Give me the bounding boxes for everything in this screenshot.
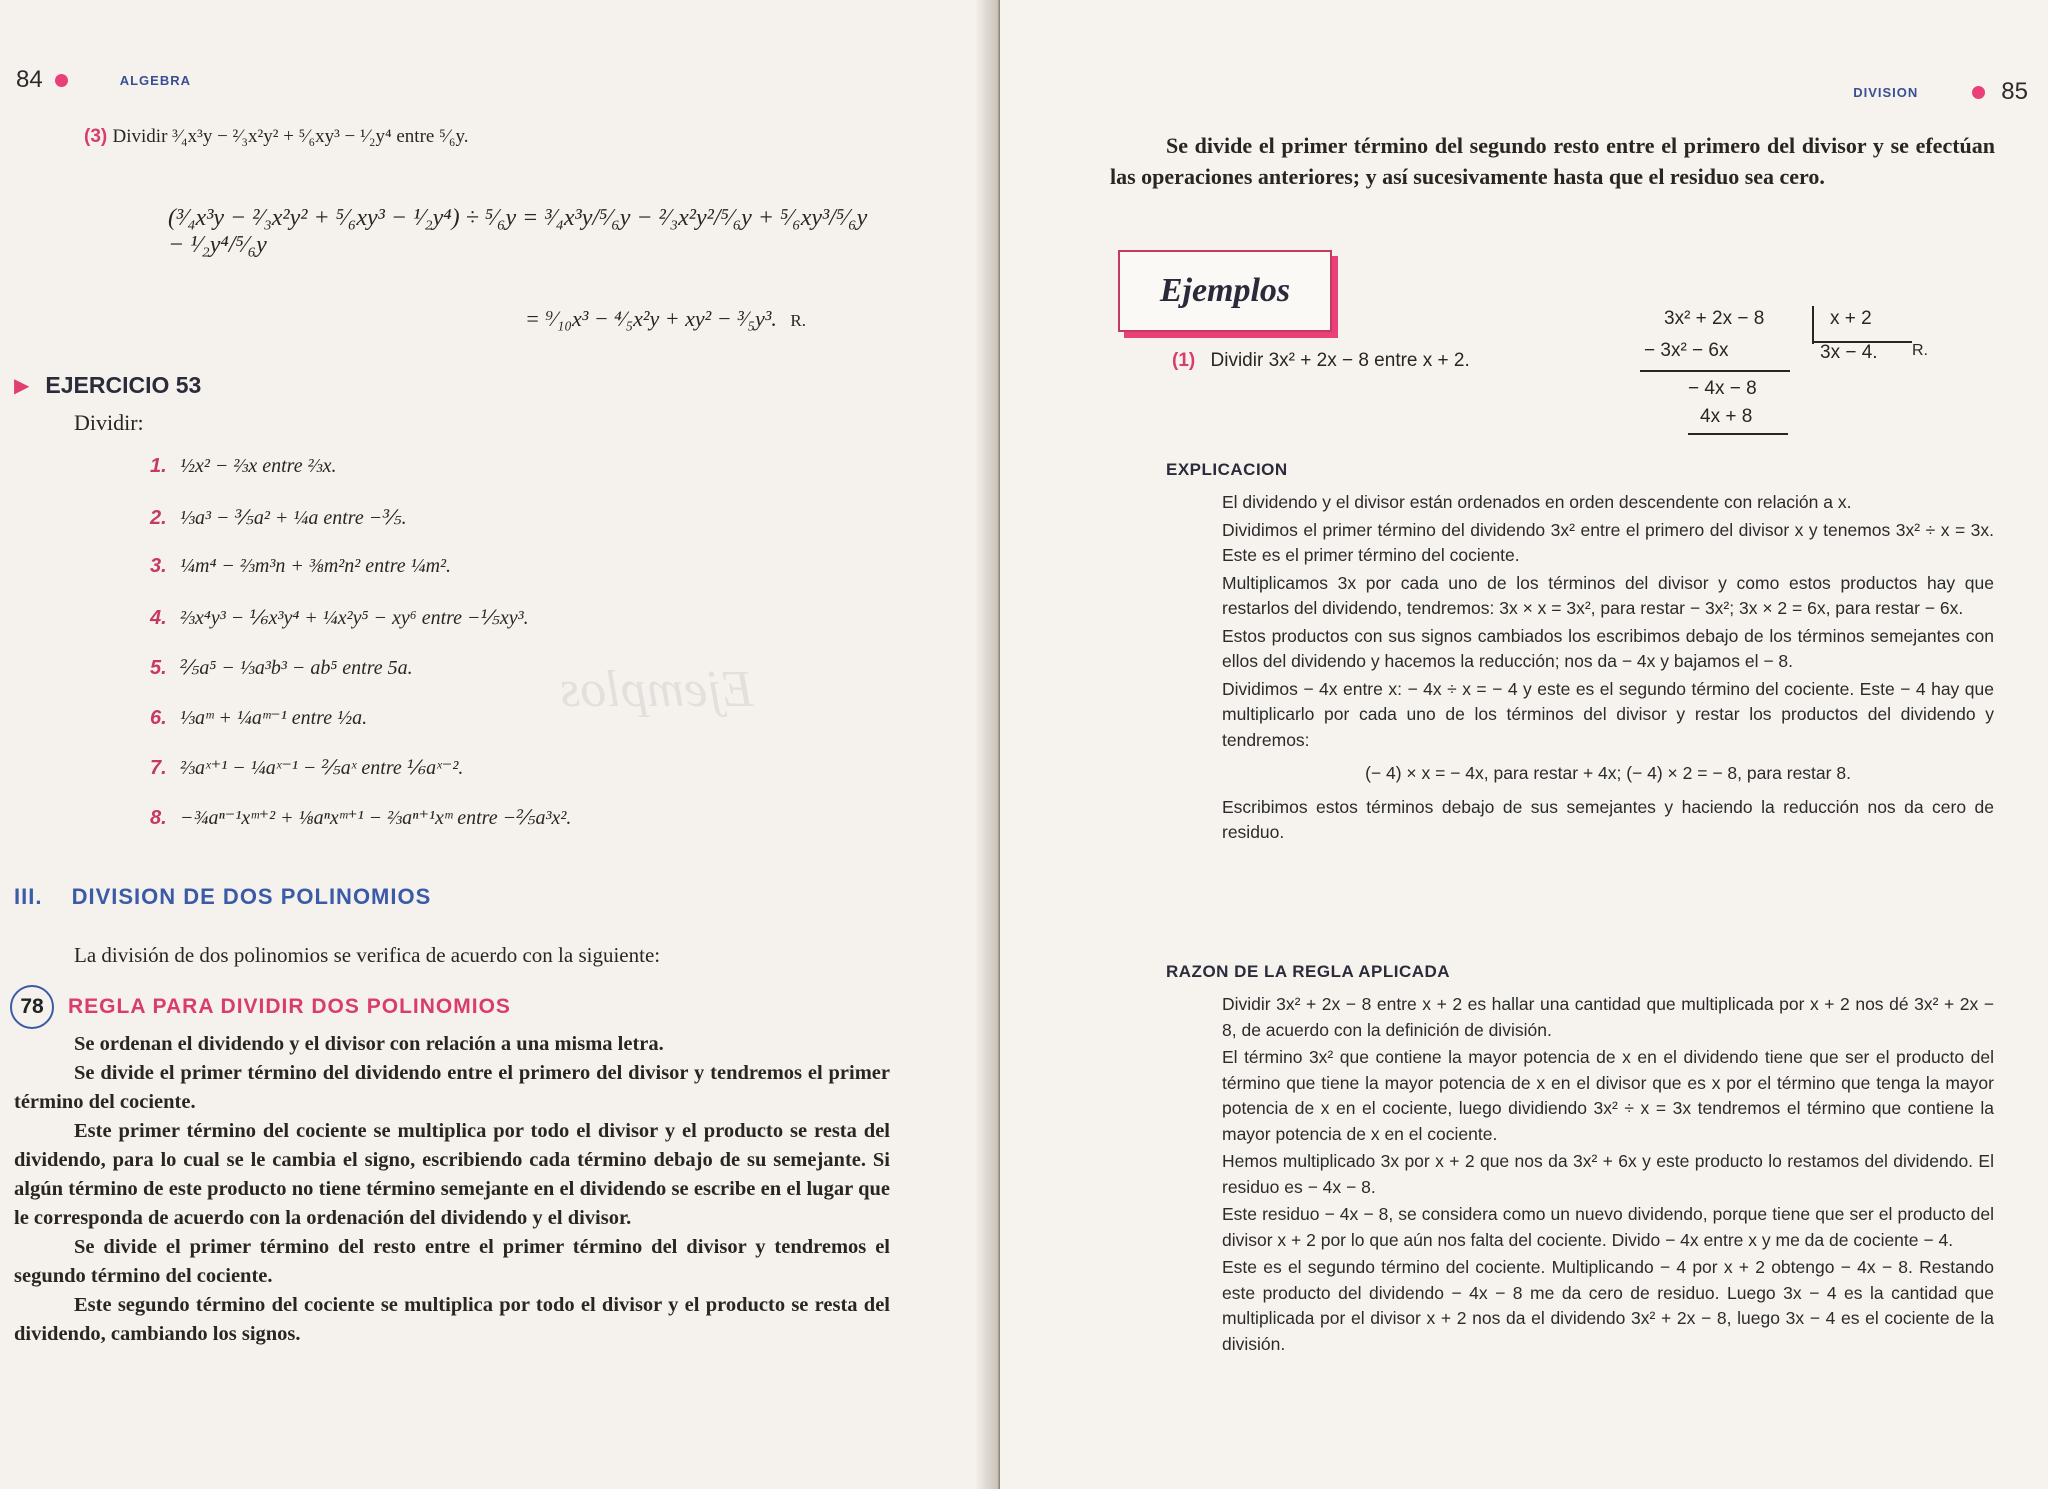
- ejemplos-box: [1118, 250, 1332, 332]
- continuation-paragraph: Se divide el primer término del segundo resto entre el primero del divisor y se efectúan las operaciones anteriores; y así sucesivamente hasta que el residuo sea cero.: [1110, 133, 1995, 189]
- left-page: [0, 0, 990, 1489]
- subtrahend-row: − 3x² − 6x: [1644, 340, 1729, 361]
- arrow-marker-icon: ▶: [14, 375, 30, 397]
- example-3-statement: [84, 126, 469, 148]
- left-header: [16, 66, 191, 94]
- quotient: 3x − 4.: [1820, 342, 1878, 363]
- exercise-instruction: Dividir:: [74, 410, 144, 435]
- example-text: Dividir ³⁄₄x³y − ²⁄₃x²y² + ⁵⁄₆xy³ − ¹⁄₂y⁴ entre ⁵⁄₆y.: [112, 126, 469, 147]
- result-mark: R.: [790, 311, 806, 330]
- explicacion-title: EXPLICACION: [1166, 460, 1288, 479]
- razon-paragraph: Este residuo − 4x − 8, se considera como un nuevo dividendo, porque tiene que ser el producto del divisor x + 2 por lo que aún nos falta del cociente. Divido − 4x entre x y me da de cociente − 4.: [1222, 1204, 1994, 1250]
- explicacion-paragraph: Escribimos estos términos debajo de sus semejantes y haciendo la reducción nos da cero de residuo.: [1222, 796, 1994, 842]
- rule-heading: [10, 985, 511, 1029]
- result-expression: = ⁹⁄₁₀x³ − ⁴⁄₅x²y + xy² − ³⁄₅y³.: [525, 306, 777, 331]
- section-intro: La división de dos polinomios se verifica de acuerdo con la siguiente:: [74, 943, 661, 967]
- razon-body: [1222, 992, 1994, 1357]
- division-line-2: [1688, 433, 1788, 435]
- long-division: [1640, 306, 1980, 436]
- exercise-list: [150, 455, 571, 855]
- explicacion-body: [1222, 490, 1994, 846]
- example-3-result: [525, 306, 806, 332]
- example-number: (3): [84, 126, 108, 147]
- example-number: (1): [1172, 350, 1196, 371]
- remainder-row: − 4x − 8: [1688, 378, 1757, 399]
- razon-paragraph: El término 3x² que contiene la mayor potencia de x en el dividendo tiene que ser el producto del término que tiene la mayor potencia de x en el divisor que es x por el término que tenga la mayor potencia de x en el cociente, luego dividiendo 3x² ÷ x = 3x tendremos el término que contiene la mayor potencia de x en el cociente.: [1222, 1047, 1994, 1144]
- example-1-statement: [1172, 350, 1470, 372]
- razon-title: RAZON DE LA REGLA APLICADA: [1166, 962, 1451, 981]
- exercise-item: 5. ⅖a⁵ − ⅓a³b³ − ab⁵ entre 5a.: [150, 657, 413, 679]
- explicacion-paragraph: El dividendo y el divisor están ordenados en orden descendente con relación a x.: [1222, 492, 1852, 512]
- division-bar-vertical: [1812, 306, 1814, 344]
- rule-title: REGLA PARA DIVIDIR DOS POLINOMIOS: [68, 995, 511, 1018]
- exercise-item: 2. ⅓a³ − ⅗a² + ¼a entre −⅗.: [150, 507, 407, 529]
- ejemplos-label: Ejemplos: [1159, 272, 1291, 309]
- exercise-item: 7. ⅔aˣ⁺¹ − ¼aˣ⁻¹ − ⅖aˣ entre ⅙aˣ⁻².: [150, 757, 464, 779]
- dividend: 3x² + 2x − 8: [1664, 308, 1765, 329]
- explicacion-paragraph: Estos productos con sus signos cambiados los escribimos debajo de los términos semejantes con ellos del dividendo y hacemos la reducción; nos da − 4x y bajamos el − 8.: [1222, 625, 1994, 671]
- explicacion-paragraph: Dividimos − 4x entre x: − 4x ÷ x = − 4 y este es el segundo término del cociente. Este − 4 hay que multiplicarlo por cada uno de los términos del divisor y restar los productos del dividendo y tendremos:: [1222, 678, 1994, 750]
- rule-paragraph: Se ordenan el dividendo y el divisor con relación a una misma letra.: [74, 1033, 664, 1055]
- example-3-division-step: (³⁄₄x³y − ²⁄₃x²y² + ⁵⁄₆xy³ − ¹⁄₂y⁴) ÷ ⁵⁄₆y = ³⁄₄x³y/⁵⁄₆y − ²⁄₃x²y²/⁵⁄₆y + ⁵⁄₆xy³/⁵⁄₆y − ¹⁄₂y⁴/⁵⁄₆y: [168, 205, 868, 258]
- running-head: DIVISION: [1853, 84, 1919, 100]
- rule-paragraph: Se divide el primer término del dividendo entre el primero del divisor y tendremos el primer término del cociente.: [14, 1062, 890, 1113]
- running-head: ALGEBRA: [119, 72, 191, 88]
- razon-paragraph: Hemos multiplicado 3x por x + 2 que nos da 3x² + 6x y este producto lo restamos del dividendo. El residuo es − 4x − 8.: [1222, 1151, 1994, 1197]
- exercise-item: 1. ½x² − ⅔x entre ⅔x.: [150, 455, 337, 477]
- exercise-title: EJERCICIO 53: [45, 372, 202, 398]
- example-text: Dividir 3x² + 2x − 8 entre x + 2.: [1210, 350, 1470, 371]
- exercise-item: 3. ¼m⁴ − ⅔m³n + ⅜m²n² entre ¼m².: [150, 555, 452, 577]
- exercise-item: 4. ⅔x⁴y³ − ⅙x³y⁴ + ¼x²y⁵ − xy⁶ entre −⅕xy³.: [150, 607, 529, 629]
- exercise-item: 8. −¾aⁿ⁻¹xᵐ⁺² + ⅛aⁿxᵐ⁺¹ − ⅔aⁿ⁺¹xᵐ entre −⅖a³x².: [150, 807, 572, 829]
- explicacion-paragraph: Dividimos el primer término del dividendo 3x² entre el primero del divisor x y tenemos 3x² ÷ x = 3x. Este es el primer término del cociente.: [1222, 519, 1994, 565]
- razon-paragraph: Dividir 3x² + 2x − 8 entre x + 2 es hallar una cantidad que multiplicada por x + 2 nos dé 3x² + 2x − 8, de acuerdo con la definición de división.: [1222, 994, 1994, 1040]
- explicacion-paragraph: Multiplicamos 3x por cada uno de los términos del divisor y como estos productos hay que restarlos del dividendo, tendremos: 3x × x = 3x², para restar − 3x²; 3x × 2 = 6x, para restar − 6x.: [1222, 572, 1994, 618]
- section-title: DIVISION DE DOS POLINOMIOS: [71, 884, 432, 909]
- bullet-dot-icon: [55, 74, 68, 87]
- explicacion-formula: (− 4) × x = − 4x, para restar + 4x; (− 4) × 2 = − 8, para restar 8.: [1365, 763, 1851, 783]
- subtrahend-row-2: 4x + 8: [1700, 406, 1753, 427]
- section-heading: [14, 884, 431, 910]
- rule-paragraph: Se divide el primer término del resto entre el primer término del divisor y tendremos el segundo término del cociente.: [14, 1236, 890, 1287]
- exercise-header: [14, 372, 201, 399]
- division-line: [1640, 370, 1790, 372]
- page-number: 85: [2001, 78, 2028, 105]
- right-page: [1000, 0, 2048, 1489]
- right-header: [1853, 78, 2028, 106]
- rule-number-badge: 78: [10, 985, 54, 1029]
- razon-paragraph: Este es el segundo término del cociente. Multiplicando − 4 por x + 2 obtengo − 4x − 8. Restando este producto del dividendo − 4x − 8 me da cero de residuo. Luego 3x − 4 es la cantidad que multiplicada por el divisor x + 2 nos da el dividendo 3x² + 2x − 8, luego 3x − 4 es el cociente de la división.: [1222, 1257, 1994, 1354]
- result-mark: R.: [1912, 342, 1928, 359]
- bullet-dot-icon: [1972, 86, 1985, 99]
- rule-body: [14, 1030, 890, 1349]
- page-number: 84: [16, 66, 43, 93]
- rule-paragraph: Este segundo término del cociente se multiplica por todo el divisor y el producto se resta del dividendo, cambiando los signos.: [14, 1294, 890, 1345]
- bleed-through-text: Ejemplos: [560, 661, 754, 718]
- divisor: x + 2: [1830, 308, 1872, 329]
- section-numeral: III.: [14, 884, 43, 909]
- rule-paragraph: Este primer término del cociente se multiplica por todo el divisor y el producto se resta del dividendo, para lo cual se le cambia el signo, escribiendo cada término debajo de su semejante. Si algún término de este producto no tiene término semejante en el dividendo se escribe en el lugar que le corresponda de acuerdo con la ordenación del dividendo y el divisor.: [14, 1120, 890, 1229]
- exercise-item: 6. ⅓aᵐ + ¼aᵐ⁻¹ entre ½a.: [150, 707, 368, 729]
